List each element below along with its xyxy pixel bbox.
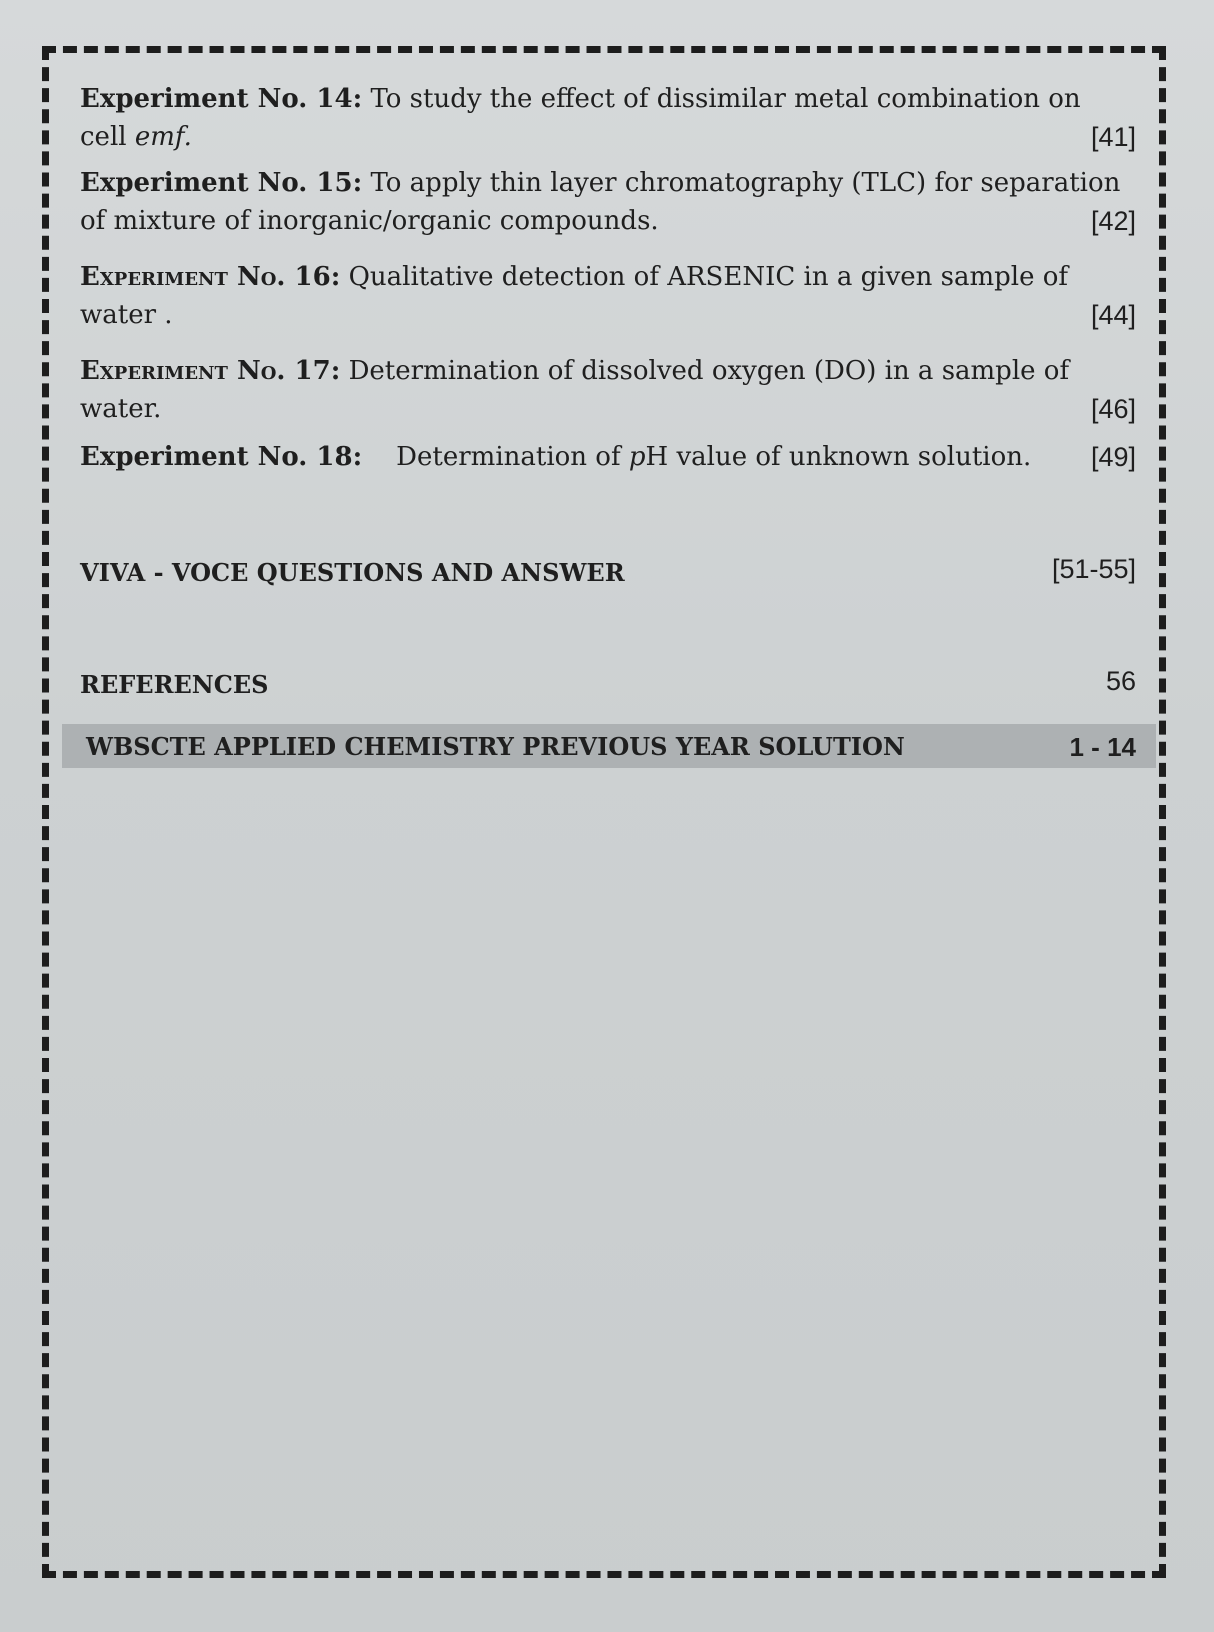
toc-entry-experiment-17 [80,352,1136,428]
entry-description: Qualitative detection of ARSENIC in a given sample of [348,262,1069,292]
toc-entry-experiment-14 [80,80,1136,156]
entry-description-start: Determination of [396,442,629,472]
entry-description-italic: p [628,442,646,472]
entry-heading: Experiment No. 14: [80,84,363,114]
entry-continuation: water . [80,300,173,330]
entry-page-number: [49] [1090,442,1136,472]
entry-heading: Experiment No. 15: [80,168,363,198]
viva-page-number: [51-55] [1051,554,1136,584]
entry-heading: Experiment No. 16: [80,262,341,292]
entry-description-end: H value of unknown solution. [645,442,1032,472]
entry-heading: Experiment No. 17: [80,356,341,386]
toc-entry-experiment-16 [80,258,1136,334]
references-page-number: 56 [1105,666,1136,696]
entry-continuation-italic: emf. [134,122,192,152]
entry-page-number: [42] [1090,206,1136,236]
toc-entry-viva-voce [80,554,1136,587]
wbscte-label: WBSCTE APPLIED CHEMISTRY PREVIOUS YEAR SOLUTION [86,732,905,761]
entry-page-number: [44] [1090,300,1136,330]
entry-continuation: of mixture of inorganic/organic compounds. [80,206,659,236]
wbscte-page-number: 1 - 14 [1069,732,1136,762]
entry-continuation-text: cell [80,122,135,152]
entry-page-number: [46] [1090,394,1136,424]
toc-entry-wbscte-solution [86,732,1136,761]
entry-continuation [80,118,1136,156]
table-of-contents [80,80,1136,699]
toc-entry-experiment-15 [80,164,1136,240]
toc-entry-experiment-18 [80,438,1136,476]
entry-description: To study the effect of dissimilar metal combination on [370,84,1081,114]
viva-label: VIVA - VOCE QUESTIONS AND ANSWER [80,558,625,587]
references-label: REFERENCES [80,670,269,699]
entry-page-number: [41] [1090,122,1136,152]
entry-description: Determination of dissolved oxygen (DO) in a sample of [348,356,1070,386]
toc-entry-references [80,666,1136,699]
entry-18-text [80,438,1031,476]
entry-description: To apply thin layer chromatography (TLC) for separation [370,168,1121,198]
entry-heading: Experiment No. 18: [80,442,363,472]
entry-continuation: water. [80,394,162,424]
